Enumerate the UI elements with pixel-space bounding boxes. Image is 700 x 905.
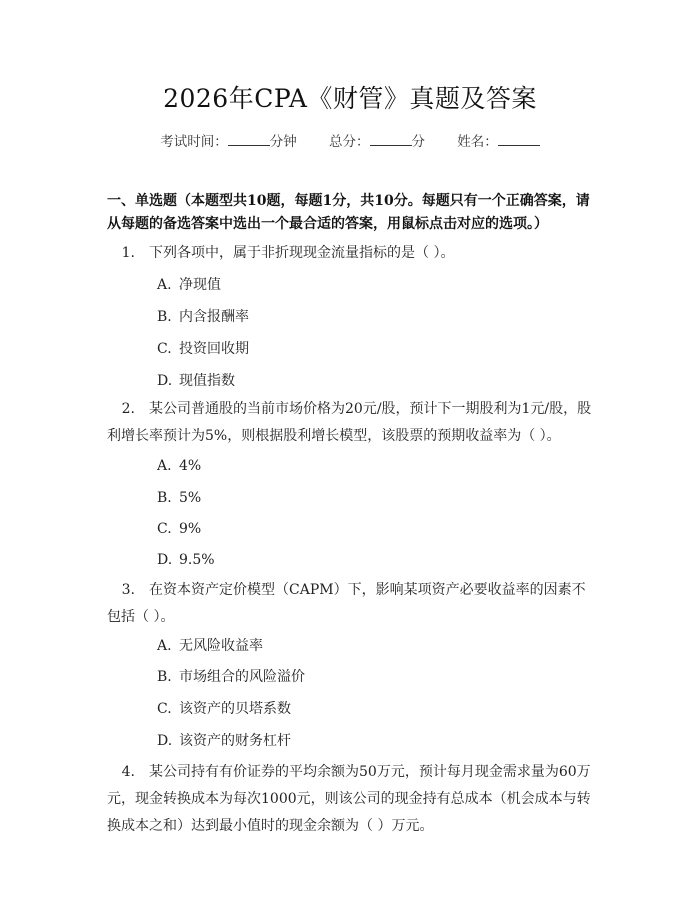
option-2a[interactable] xyxy=(157,456,201,476)
option-letter: D. xyxy=(157,733,173,749)
option-letter: D. xyxy=(157,552,173,568)
question-2 xyxy=(107,396,599,450)
question-3 xyxy=(107,577,599,631)
option-text: 9.5% xyxy=(179,552,215,568)
question-4 xyxy=(107,759,599,840)
score-blank xyxy=(370,131,412,146)
option-text: 9% xyxy=(179,521,202,537)
option-text: 内含报酬率 xyxy=(179,309,249,325)
option-2b[interactable] xyxy=(157,488,201,508)
exam-name xyxy=(457,131,540,152)
option-letter: B. xyxy=(157,309,172,325)
question-text: 某公司持有有价证券的平均余额为50万元，预计每月现金需求量为60万元，现金转换成本为每次1000元，则该公司的现金持有总成本（机会成本与转换成本之和）达到最小值时的现金余额为（ ）万元。 xyxy=(107,764,591,834)
time-label: 考试时间： xyxy=(160,134,228,150)
question-number: 4. xyxy=(121,764,135,780)
option-2c[interactable] xyxy=(157,519,201,539)
option-letter: D. xyxy=(157,373,173,389)
option-letter: B. xyxy=(157,490,172,506)
exam-meta xyxy=(0,131,700,152)
section-heading: 一、单选题（本题型共10题，每题1分，共10分。每题只有一个正确答案，请从每题的备选答案中选出一个最合适的答案，用鼠标点击对应的选项。） xyxy=(107,193,590,232)
option-letter: A. xyxy=(157,277,172,293)
question-text: 某公司普通股的当前市场价格为20元/股，预计下一期股利为1元/股，股利增长率预计为5%，则根据股利增长模型，该股票的预期收益率为（ ）。 xyxy=(107,401,592,444)
option-text: 投资回收期 xyxy=(179,341,249,357)
option-text: 4% xyxy=(179,458,202,474)
score-unit: 分 xyxy=(411,134,425,150)
option-letter: C. xyxy=(157,341,172,357)
question-number: 3. xyxy=(121,582,135,598)
time-unit: 分钟 xyxy=(269,134,297,150)
time-blank xyxy=(228,131,270,146)
option-3a[interactable] xyxy=(157,636,263,656)
option-1a[interactable] xyxy=(157,275,221,295)
option-1b[interactable] xyxy=(157,307,249,327)
option-letter: C. xyxy=(157,701,172,717)
question-number: 1. xyxy=(121,245,135,261)
option-text: 现值指数 xyxy=(179,373,235,389)
question-1 xyxy=(107,240,599,267)
option-text: 市场组合的风险溢价 xyxy=(179,669,305,685)
option-text: 无风险收益率 xyxy=(179,638,263,654)
name-blank xyxy=(498,131,540,146)
option-2d[interactable] xyxy=(157,550,215,570)
option-1d[interactable] xyxy=(157,371,235,391)
exam-score xyxy=(329,131,425,152)
option-3c[interactable] xyxy=(157,699,291,719)
option-text: 净现值 xyxy=(179,277,221,293)
option-letter: A. xyxy=(157,458,172,474)
exam-time xyxy=(160,131,297,152)
option-text: 该资产的财务杠杆 xyxy=(179,733,291,749)
option-letter: B. xyxy=(157,669,172,685)
option-3b[interactable] xyxy=(157,667,305,687)
option-letter: A. xyxy=(157,638,172,654)
option-1c[interactable] xyxy=(157,339,249,359)
question-text: 在资本资产定价模型（CAPM）下，影响某项资产必要收益率的因素不包括（ ）。 xyxy=(107,582,586,625)
question-text: 下列各项中，属于非折现现金流量指标的是（ ）。 xyxy=(149,245,455,261)
question-number: 2. xyxy=(121,401,135,417)
score-label: 总分： xyxy=(329,134,370,150)
page-title: 2026年CPA《财管》真题及答案 xyxy=(163,84,537,113)
option-letter: C. xyxy=(157,521,172,537)
option-3d[interactable] xyxy=(157,731,291,751)
option-text: 5% xyxy=(179,490,202,506)
name-label: 姓名： xyxy=(457,134,498,150)
option-text: 该资产的贝塔系数 xyxy=(179,701,291,717)
